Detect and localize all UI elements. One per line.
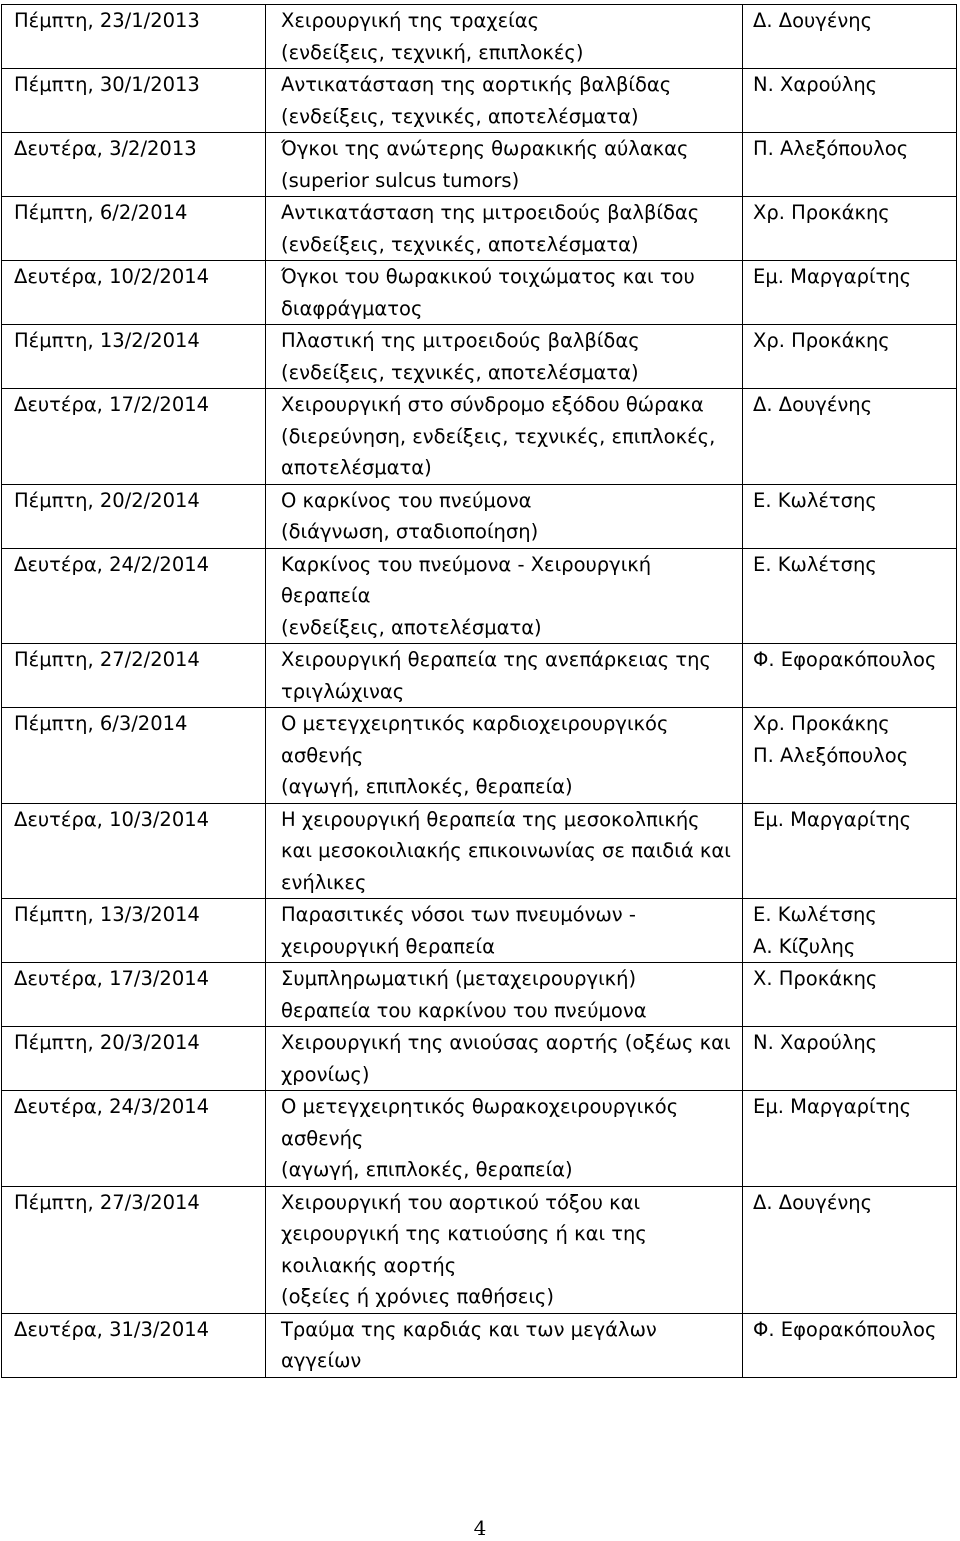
date-cell <box>2 548 266 644</box>
topic-line: Καρκίνος του πνεύμονα - Χειρουργική <box>281 552 652 576</box>
lecturer-name: Π. Αλεξόπουλος <box>753 743 909 767</box>
topic-line: κοιλιακής αορτής <box>281 1253 457 1277</box>
lecturer-cell <box>743 484 957 548</box>
date-cell <box>2 325 266 389</box>
topic-line: αποτελέσματα) <box>281 456 432 479</box>
lecturer-name: Ν. Χαρούλης <box>753 73 878 96</box>
lecturer-name: Φ. Εφορακόπουλος <box>753 1317 937 1341</box>
date-text: Δευτέρα, 10/2/2014 <box>14 265 210 288</box>
date-text: Πέμπτη, 13/2/2014 <box>14 329 200 352</box>
lecturer-cell <box>743 548 957 644</box>
topic-cell <box>266 1027 743 1091</box>
date-cell <box>2 484 266 548</box>
lecturer-cell <box>743 261 957 325</box>
date-cell <box>2 1091 266 1187</box>
topic-cell <box>266 133 743 197</box>
topic-line: ενήλικες <box>281 870 367 894</box>
lecturer-cell <box>743 197 957 261</box>
date-cell <box>2 1027 266 1091</box>
lecturer-cell <box>743 325 957 389</box>
lecturer-cell <box>743 1186 957 1313</box>
lecturer-cell <box>743 803 957 899</box>
date-text: Πέμπτη, 23/1/2013 <box>14 9 200 32</box>
schedule-body <box>2 5 957 1378</box>
topic-line: Ο μετεγχειρητικός καρδιοχειρουργικός <box>281 712 669 735</box>
lecturer-name: Π. Αλεξόπουλος <box>753 137 909 160</box>
table-row <box>2 963 957 1027</box>
topic-cell <box>266 325 743 389</box>
topic-cell <box>266 803 743 899</box>
topic-cell <box>266 484 743 548</box>
date-text: Δευτέρα, 24/3/2014 <box>14 1095 210 1118</box>
lecturer-name: Χρ. Προκάκης <box>753 201 890 224</box>
topic-cell <box>266 708 743 804</box>
topic-line: διαφράγματος <box>281 296 423 320</box>
date-text: Δευτέρα, 17/3/2014 <box>14 967 210 990</box>
table-row <box>2 5 957 69</box>
table-row <box>2 133 957 197</box>
lecturer-name: Ν. Χαρούλης <box>753 1031 878 1054</box>
date-text: Πέμπτη, 13/3/2014 <box>14 903 200 926</box>
date-text: Δευτέρα, 17/2/2014 <box>14 393 210 416</box>
topic-cell <box>266 1313 743 1377</box>
topic-line: και μεσοκοιλιακής επικοινωνίας σε παιδιά και <box>281 839 731 862</box>
table-row <box>2 197 957 261</box>
date-text: Δευτέρα, 10/3/2014 <box>14 807 210 831</box>
topic-cell <box>266 899 743 963</box>
lecturer-cell <box>743 389 957 485</box>
lecturer-cell <box>743 133 957 197</box>
topic-line: (αγωγή, επιπλοκές, θεραπεία) <box>281 1158 573 1181</box>
topic-line: (διάγνωση, σταδιοποίηση) <box>281 520 539 543</box>
topic-line: Παρασιτικές νόσοι των πνευμόνων - <box>281 903 636 926</box>
lecturer-name: Εμ. Μαργαρίτης <box>753 807 912 831</box>
topic-line: Συμπληρωματική (μεταχειρουργική) <box>281 967 637 990</box>
lecturer-name: Ε. Κωλέτσης <box>753 552 877 576</box>
date-text: Πέμπτη, 30/1/2013 <box>14 73 200 96</box>
table-row <box>2 1186 957 1313</box>
topic-line: Χειρουργική της ανιούσας αορτής (οξέως και <box>281 1031 731 1054</box>
table-row <box>2 261 957 325</box>
topic-line: (superior sulcus tumors) <box>281 168 520 192</box>
topic-line: χειρουργική θεραπεία <box>281 934 495 958</box>
topic-cell <box>266 1091 743 1187</box>
date-cell <box>2 899 266 963</box>
topic-cell <box>266 197 743 261</box>
date-text: Δευτέρα, 31/3/2014 <box>14 1317 210 1341</box>
table-row <box>2 1313 957 1377</box>
date-cell <box>2 389 266 485</box>
date-cell <box>2 1186 266 1313</box>
table-row <box>2 708 957 804</box>
topic-line: Όγκοι της ανώτερης θωρακικής αύλακας <box>281 137 689 160</box>
date-text: Πέμπτη, 27/2/2014 <box>14 648 200 671</box>
topic-cell <box>266 644 743 708</box>
lecturer-name: Φ. Εφορακόπουλος <box>753 648 937 671</box>
topic-line: Πλαστική της μιτροειδούς βαλβίδας <box>281 329 640 352</box>
table-row <box>2 548 957 644</box>
topic-line: Χειρουργική στο σύνδρομο εξόδου θώρακα <box>281 393 704 416</box>
topic-line: Τραύμα της καρδιάς και των μεγάλων <box>281 1317 657 1341</box>
lecturer-cell <box>743 5 957 69</box>
topic-cell <box>266 389 743 485</box>
topic-line: τριγλώχινας <box>281 679 405 703</box>
page-number: 4 <box>473 1516 487 1540</box>
topic-cell <box>266 548 743 644</box>
topic-line: Όγκοι του θωρακικού τοιχώματος και του <box>281 265 695 288</box>
lecturer-name: Ε. Κωλέτσης <box>753 903 877 926</box>
topic-line: (οξείες ή χρόνιες παθήσεις) <box>281 1285 554 1308</box>
table-row <box>2 899 957 963</box>
topic-line: (διερεύνηση, ενδείξεις, τεχνικές, επιπλοκές, <box>281 424 716 448</box>
table-row <box>2 69 957 133</box>
topic-line: Ο μετεγχειρητικός θωρακοχειρουργικός <box>281 1095 679 1118</box>
topic-cell <box>266 963 743 1027</box>
lecturer-cell <box>743 644 957 708</box>
topic-line: (αγωγή, επιπλοκές, θεραπεία) <box>281 775 573 798</box>
table-row <box>2 389 957 485</box>
topic-line: θεραπεία του καρκίνου του πνεύμονα <box>281 998 647 1022</box>
lecture-schedule-table <box>1 4 957 1378</box>
topic-line: ασθενής <box>281 743 364 767</box>
topic-line: Χειρουργική θεραπεία της ανεπάρκειας της <box>281 648 711 671</box>
lecturer-cell <box>743 1091 957 1187</box>
lecturer-cell <box>743 1027 957 1091</box>
table-row <box>2 1027 957 1091</box>
lecturer-cell <box>743 963 957 1027</box>
date-text: Πέμπτη, 20/2/2014 <box>14 488 200 512</box>
date-text: Πέμπτη, 20/3/2014 <box>14 1031 200 1054</box>
topic-line: Χειρουργική του αορτικού τόξου και <box>281 1190 641 1214</box>
lecturer-name: Χρ. Προκάκης <box>753 712 890 735</box>
topic-cell <box>266 69 743 133</box>
date-cell <box>2 963 266 1027</box>
date-text: Πέμπτη, 27/3/2014 <box>14 1190 200 1214</box>
lecturer-cell <box>743 69 957 133</box>
date-text: Πέμπτη, 6/2/2014 <box>14 201 188 224</box>
date-cell <box>2 5 266 69</box>
topic-line: θεραπεία <box>281 584 371 607</box>
table-row <box>2 1091 957 1187</box>
topic-line: αγγείων <box>281 1349 362 1372</box>
lecturer-name: Χρ. Προκάκης <box>753 329 890 352</box>
date-cell <box>2 803 266 899</box>
topic-line: (ενδείξεις, τεχνική, επιπλοκές) <box>281 40 584 64</box>
date-cell <box>2 197 266 261</box>
date-cell <box>2 1313 266 1377</box>
topic-line: χρονίως) <box>281 1062 370 1086</box>
lecturer-cell <box>743 1313 957 1377</box>
topic-line: Αντικατάσταση της μιτροειδούς βαλβίδας <box>281 201 700 224</box>
topic-line: Ο καρκίνος του πνεύμονα <box>281 488 532 512</box>
table-row <box>2 803 957 899</box>
topic-cell <box>266 5 743 69</box>
lecturer-cell <box>743 708 957 804</box>
lecturer-name: Ε. Κωλέτσης <box>753 488 877 512</box>
lecturer-name: Δ. Δουγένης <box>753 393 873 416</box>
table-row <box>2 325 957 389</box>
date-cell <box>2 261 266 325</box>
date-cell <box>2 708 266 804</box>
topic-line: Αντικατάσταση της αορτικής βαλβίδας <box>281 73 672 96</box>
lecturer-name: Χ. Προκάκης <box>753 967 878 990</box>
date-cell <box>2 69 266 133</box>
topic-line: (ενδείξεις, τεχνικές, αποτελέσματα) <box>281 360 639 384</box>
lecturer-name: Α. Κίζυλης <box>753 934 856 958</box>
date-cell <box>2 644 266 708</box>
table-row <box>2 484 957 548</box>
topic-line: Χειρουργική της τραχείας <box>281 9 540 32</box>
topic-cell <box>266 1186 743 1313</box>
date-text: Δευτέρα, 3/2/2013 <box>14 137 197 160</box>
topic-line: ασθενής <box>281 1126 364 1150</box>
topic-line: χειρουργική της κατιούσης ή και της <box>281 1222 647 1245</box>
lecturer-cell <box>743 899 957 963</box>
topic-line: (ενδείξεις, τεχνικές, αποτελέσματα) <box>281 104 639 128</box>
date-cell <box>2 133 266 197</box>
topic-line: Η χειρουργική θεραπεία της μεσοκολπικής <box>281 807 700 831</box>
lecturer-name: Εμ. Μαργαρίτης <box>753 1095 912 1118</box>
lecturer-name: Εμ. Μαργαρίτης <box>753 265 912 288</box>
date-text: Δευτέρα, 24/2/2014 <box>14 552 210 576</box>
topic-cell <box>266 261 743 325</box>
lecturer-name: Δ. Δουγένης <box>753 9 873 32</box>
date-text: Πέμπτη, 6/3/2014 <box>14 712 188 735</box>
table-row <box>2 644 957 708</box>
topic-line: (ενδείξεις, τεχνικές, αποτελέσματα) <box>281 232 639 256</box>
topic-line: (ενδείξεις, αποτελέσματα) <box>281 615 542 639</box>
lecturer-name: Δ. Δουγένης <box>753 1190 873 1214</box>
